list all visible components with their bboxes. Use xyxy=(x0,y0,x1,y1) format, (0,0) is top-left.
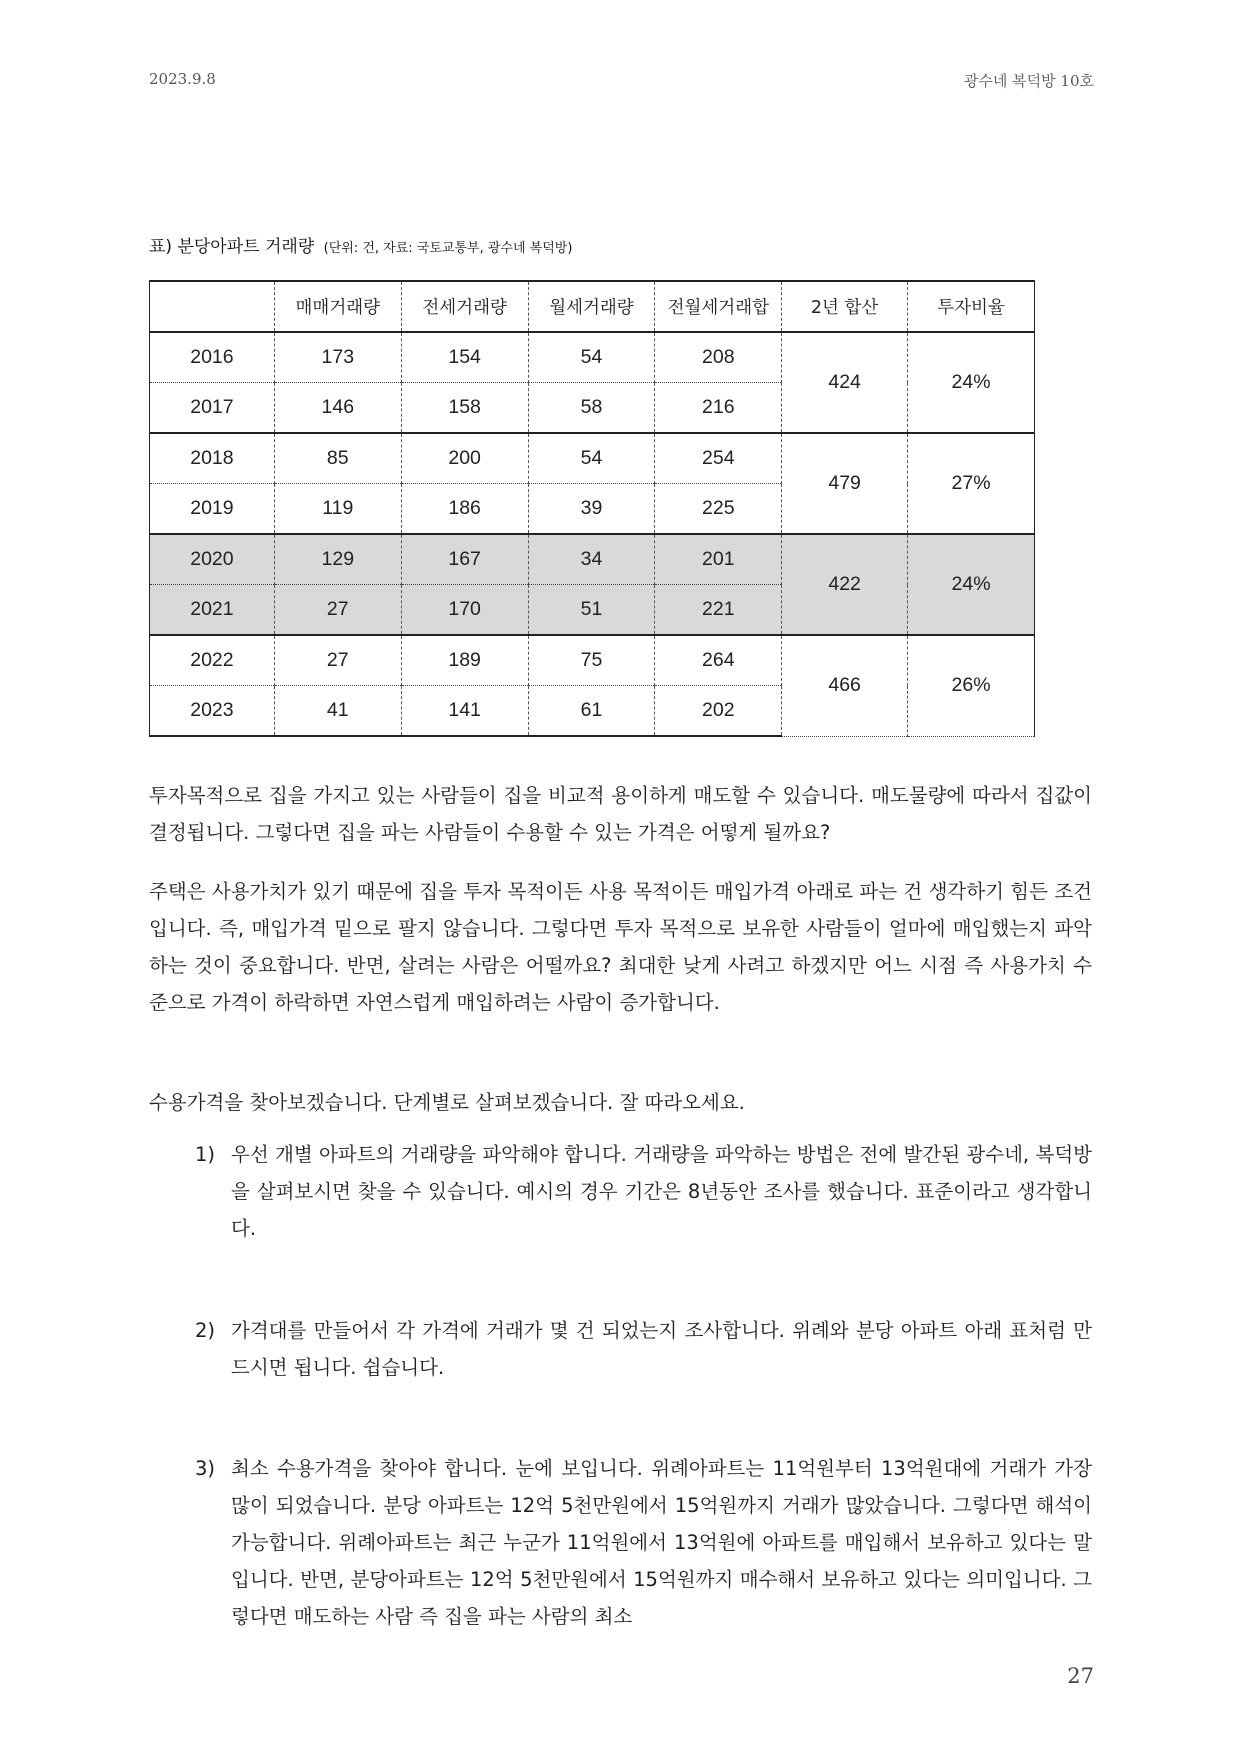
investment-ratio-cell: 27% xyxy=(908,433,1035,534)
column-header: 투자비율 xyxy=(908,281,1035,332)
sale-cell: 85 xyxy=(274,433,401,484)
table-header-row xyxy=(150,281,1035,332)
list-number: 1) xyxy=(195,1143,216,1166)
list-text: 최소 수용가격을 찾아야 합니다. 눈에 보입니다. 위례아파트는 11억원부터 13억원대에 거래가 가장 많이 되었습니다. 분당 아파트는 12억 5천만원에서 15억원까지 거래가 많았습니다. 그렇다면 해석이 가능합니다. 위례아파트는 최근 누군가 11억원에서 13억원에 아파트를 매입해서 보유하고 있다는 말입니다. 반면, 분당아파트는 12억 5천만원에서 15억원까지 매수해서 보유하고 있다는 의미입니다. 그렇다면 매도하는 사람 즉 집을 파는 사람의 최소 xyxy=(231,1457,1092,1628)
paragraph-1: 투자목적으로 집을 가지고 있는 사람들이 집을 비교적 용이하게 매도할 수 있습니다. 매도물량에 따라서 집값이 결정됩니다. 그렇다면 집을 파는 사람들이 수용할 수 있는 가격은 어떻게 될까요? xyxy=(149,784,1092,844)
column-header xyxy=(150,281,275,332)
year-cell: 2020 xyxy=(150,534,275,585)
rent-total-cell: 225 xyxy=(655,484,782,535)
jeonse-cell: 167 xyxy=(401,534,528,585)
jeonse-cell: 141 xyxy=(401,686,528,737)
jeonse-cell: 170 xyxy=(401,585,528,636)
table-row xyxy=(150,635,1035,686)
sale-cell: 146 xyxy=(274,383,401,434)
list-text: 가격대를 만들어서 각 가격에 거래가 몇 건 되었는지 조사합니다. 위례와 분당 아파트 아래 표처럼 만드시면 됩니다. 쉽습니다. xyxy=(231,1319,1092,1379)
table-unit: (단위: 건, 자료: 국토교통부, 광수네 복덕방) xyxy=(323,241,573,256)
wolse-cell: 39 xyxy=(528,484,655,535)
jeonse-cell: 154 xyxy=(401,332,528,383)
table-row xyxy=(150,534,1035,585)
two-year-sum-cell: 424 xyxy=(782,332,908,433)
page-number: 27 xyxy=(1067,1664,1094,1688)
list-text: 우선 개별 아파트의 거래량을 파악해야 합니다. 거래량을 파악하는 방법은 전에 발간된 광수네, 복덕방을 살펴보시면 찾을 수 있습니다. 예시의 경우 기간은 8년동안 조사를 했습니다. 표준이라고 생각합니다. xyxy=(231,1143,1092,1240)
list-item xyxy=(195,1312,1092,1386)
column-header: 매매거래량 xyxy=(274,281,401,332)
paragraph-2: 주택은 사용가치가 있기 때문에 집을 투자 목적이든 사용 목적이든 매입가격 아래로 파는 건 생각하기 힘든 조건입니다. 즉, 매입가격 밑으로 팔지 않습니다. 그렇다면 투자 목적으로 보유한 사람들이 얼마에 매입했는지 파악하는 것이 중요합니다. 반면, 살려는 사람은 어떨까요? 최대한 낮게 사려고 하겠지만 어느 시점 즉 사용가치 수준으로 가격이 하락하면 자연스럽게 매입하려는 사람이 증가합니다. xyxy=(149,880,1092,1014)
table-caption xyxy=(149,232,572,257)
column-header: 2년 합산 xyxy=(782,281,908,332)
investment-ratio-cell: 24% xyxy=(908,332,1035,433)
paragraph-3: 수용가격을 찾아보겠습니다. 단계별로 살펴보겠습니다. 잘 따라오세요. xyxy=(149,1091,745,1114)
list-number: 3) xyxy=(195,1457,216,1480)
sale-cell: 27 xyxy=(274,585,401,636)
year-cell: 2016 xyxy=(150,332,275,383)
sale-cell: 173 xyxy=(274,332,401,383)
two-year-sum-cell: 479 xyxy=(782,433,908,534)
rent-total-cell: 254 xyxy=(655,433,782,484)
year-cell: 2018 xyxy=(150,433,275,484)
sale-cell: 129 xyxy=(274,534,401,585)
wolse-cell: 54 xyxy=(528,433,655,484)
jeonse-cell: 158 xyxy=(401,383,528,434)
wolse-cell: 61 xyxy=(528,686,655,737)
list-item xyxy=(195,1450,1092,1635)
header-publication: 광수네 복덕방 10호 xyxy=(963,72,1094,90)
sale-cell: 119 xyxy=(274,484,401,535)
sale-cell: 27 xyxy=(274,635,401,686)
table-title: 표) 분당아파트 거래량 xyxy=(149,237,315,257)
list-item xyxy=(195,1136,1092,1247)
wolse-cell: 75 xyxy=(528,635,655,686)
year-cell: 2022 xyxy=(150,635,275,686)
table-row xyxy=(150,332,1035,383)
rent-total-cell: 221 xyxy=(655,585,782,636)
jeonse-cell: 200 xyxy=(401,433,528,484)
list-number: 2) xyxy=(195,1319,216,1342)
header-date: 2023.9.8 xyxy=(149,70,216,88)
investment-ratio-cell: 26% xyxy=(908,635,1035,736)
rent-total-cell: 202 xyxy=(655,686,782,737)
year-cell: 2019 xyxy=(150,484,275,535)
jeonse-cell: 189 xyxy=(401,635,528,686)
rent-total-cell: 208 xyxy=(655,332,782,383)
rent-total-cell: 201 xyxy=(655,534,782,585)
column-header: 전세거래량 xyxy=(401,281,528,332)
wolse-cell: 34 xyxy=(528,534,655,585)
jeonse-cell: 186 xyxy=(401,484,528,535)
year-cell: 2023 xyxy=(150,686,275,737)
year-cell: 2017 xyxy=(150,383,275,434)
wolse-cell: 51 xyxy=(528,585,655,636)
transaction-table xyxy=(149,280,1035,737)
two-year-sum-cell: 466 xyxy=(782,635,908,736)
wolse-cell: 58 xyxy=(528,383,655,434)
table-row xyxy=(150,433,1035,484)
investment-ratio-cell: 24% xyxy=(908,534,1035,635)
column-header: 전월세거래합 xyxy=(655,281,782,332)
two-year-sum-cell: 422 xyxy=(782,534,908,635)
rent-total-cell: 216 xyxy=(655,383,782,434)
sale-cell: 41 xyxy=(274,686,401,737)
rent-total-cell: 264 xyxy=(655,635,782,686)
year-cell: 2021 xyxy=(150,585,275,636)
wolse-cell: 54 xyxy=(528,332,655,383)
column-header: 월세거래량 xyxy=(528,281,655,332)
